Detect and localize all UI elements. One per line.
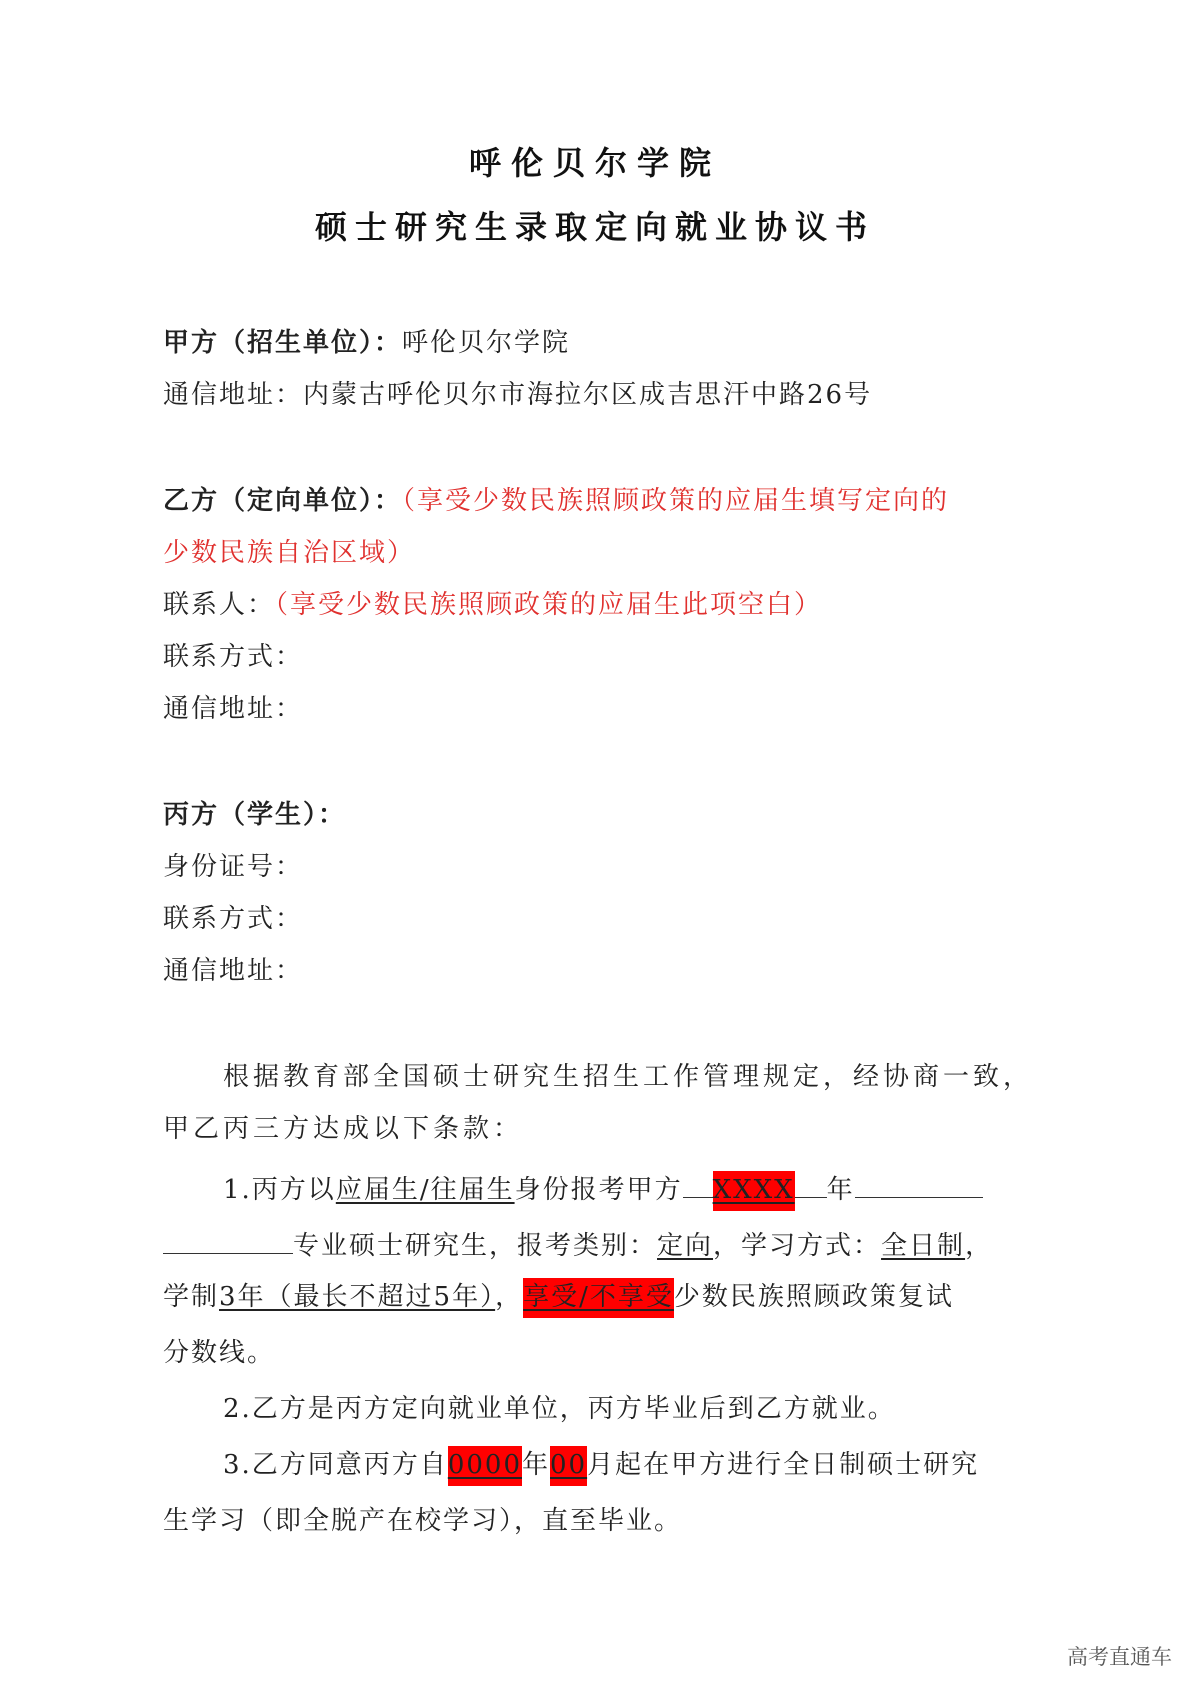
party-b-contact-note: （享受少数民族照顾政策的应届生此项空白）: [275, 590, 823, 620]
clause-1-line1: [223, 1167, 983, 1208]
clause-1-line3-end: 少数民族照顾政策复试: [673, 1282, 954, 1312]
party-a-address-label: 通信地址：: [163, 380, 304, 410]
party-c-id-label: 身份证号：: [163, 852, 304, 882]
party-b-address-label: 通信地址：: [163, 694, 304, 724]
clause-1-year-blank-left: [683, 1167, 713, 1198]
clause-1-major-blank-continued[interactable]: [163, 1223, 293, 1254]
party-c-label: 丙方（学生）：: [163, 800, 347, 830]
party-c-phone-line: [163, 901, 303, 937]
party-a-line: [163, 325, 570, 361]
document-title-institution: 呼伦贝尔学院: [468, 144, 721, 182]
clause-1-study-mode-field[interactable]: 全日制: [881, 1231, 966, 1261]
party-b-address-line: [163, 691, 303, 727]
party-b-note: （享受少数民族照顾政策的应届生填写定向的: [402, 486, 950, 516]
clause-3-line2: 生学习（即全脱产在校学习），直至毕业。: [163, 1506, 683, 1536]
clause-1-line2-mid: ，学习方式：: [713, 1231, 882, 1261]
clause-1-line3: [163, 1279, 954, 1315]
intro-paragraph-line1: 根据教育部全国硕士研究生招生工作管理规定，经协商一致，: [223, 1062, 1034, 1092]
clause-1-mid: 身份报考甲方: [514, 1175, 683, 1205]
clause-1-line2: [163, 1223, 993, 1264]
clause-2: 2.乙方是丙方定向就业单位，丙方毕业后到乙方就业。: [223, 1394, 896, 1424]
clause-1-duration-field[interactable]: 3年（最长不超过5年）: [219, 1282, 496, 1312]
clause-3-year-field[interactable]: 0000: [448, 1446, 522, 1486]
party-b-phone-line: [163, 639, 303, 675]
party-c-id-line: [163, 849, 303, 885]
party-c-address-line: [163, 953, 303, 989]
clause-3-year-suffix: 年: [521, 1450, 550, 1480]
party-b-contact-line: [163, 587, 822, 623]
clause-3-line1-end: 月起在甲方进行全日制硕士研究: [587, 1450, 980, 1480]
clause-1-status-field[interactable]: 应届生/往届生: [335, 1175, 515, 1205]
clause-1-line4: 分数线。: [163, 1338, 276, 1368]
clause-3-month-field[interactable]: 00: [550, 1446, 587, 1486]
clause-1-line2-end: ，: [965, 1231, 994, 1261]
clause-1-line2-text: 专业硕士研究生，报考类别：: [293, 1231, 658, 1261]
party-b-note-line2: 少数民族自治区域）: [163, 538, 416, 568]
document-title-agreement: 硕士研究生录取定向就业协议书: [314, 208, 875, 246]
party-b-line: [163, 483, 949, 519]
party-b-label: 乙方（定向单位）：: [163, 486, 403, 516]
clause-1-year-suffix: 年: [826, 1175, 855, 1205]
clause-1-category-field[interactable]: 定向: [657, 1231, 714, 1261]
clause-1-enjoy-field[interactable]: 享受/不享受: [523, 1278, 674, 1318]
clause-1-year-blank-right: [795, 1167, 827, 1198]
clause-1-major-blank[interactable]: [855, 1167, 983, 1198]
party-a-address-line: [163, 377, 872, 413]
party-a-address: 内蒙古呼伦贝尔市海拉尔区成吉思汗中路26号: [303, 380, 873, 410]
party-b-contact-label: 联系人：: [163, 590, 276, 620]
clause-3-prefix: 3.乙方同意丙方自: [223, 1450, 448, 1480]
clause-3-line1: [223, 1447, 979, 1483]
party-c-address-label: 通信地址：: [163, 956, 304, 986]
clause-1-line3-prefix: 学制: [163, 1282, 220, 1312]
clause-1-line3-comma: ，: [495, 1282, 524, 1312]
intro-paragraph-line2: 甲乙丙三方达成以下条款：: [163, 1114, 524, 1144]
party-c-line: [163, 797, 346, 833]
party-b-note-continued: [163, 535, 415, 571]
party-c-phone-label: 联系方式：: [163, 904, 304, 934]
clause-1-prefix: 1.丙方以: [223, 1175, 336, 1205]
clause-1-year-field[interactable]: XXXX: [713, 1171, 795, 1211]
party-a-label: 甲方（招生单位）：: [163, 328, 403, 358]
party-b-phone-label: 联系方式：: [163, 642, 304, 672]
party-a-name: 呼伦贝尔学院: [402, 328, 571, 358]
watermark: 高考直通车: [1067, 1645, 1172, 1669]
